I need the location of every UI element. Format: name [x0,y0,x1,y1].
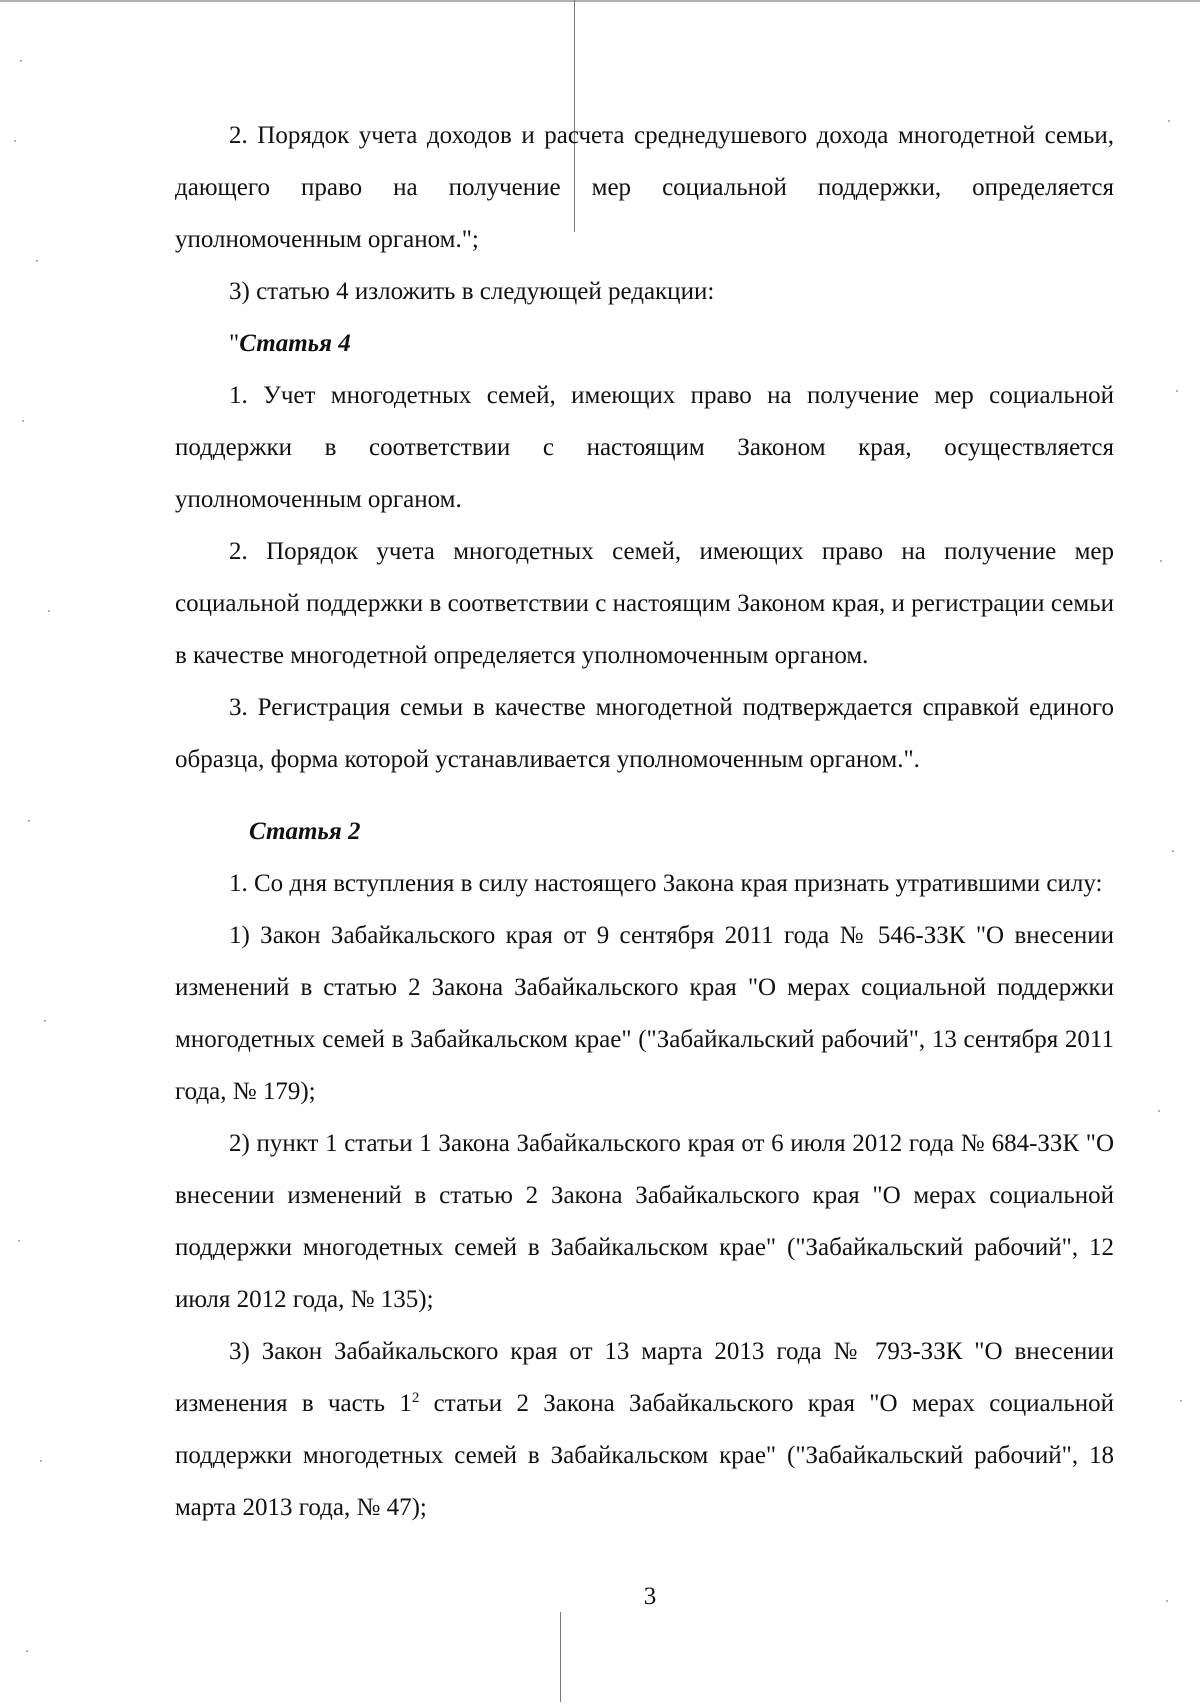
scan-fold-line-bottom [560,1612,561,1702]
page-top-edge [0,0,1200,2]
article2-heading: Статья 2 [249,818,361,845]
paragraph-article4-point2: 2. Порядок учета многодетных семей, имеющих право на получение мер социальной поддержки в соответствии с настоящим Законом края, и регистрации семьи в качестве многодетной определяется уполномоченным органом. [175,538,1114,669]
opening-quote: " [229,330,240,357]
paragraph-repealed-law-1: 1) Закон Забайкальского края от 9 сентября 2011 года № 546-ЗЗК "О внесении изменений в статью 2 Закона Забайкальского края "О мерах социальной поддержки многодетных семей в Забайкальском крае" ("Забайкальский рабочий", 13 сентября 2011 года, № 179); [175,922,1114,1105]
article4-heading-line [175,318,1114,370]
repealed-law-3-text-a: 3) Закон Забайкальского края от 13 марта 2013 года № 793-ЗЗК "О внесении изменения в часть 1 [175,1338,1114,1417]
page-number: 3 [643,1583,657,1610]
paragraph-repealed-law-2: 2) пункт 1 статьи 1 Закона Забайкальского края от 6 июля 2012 года № 684-ЗЗК "О внесении изменений в статью 2 Закона Забайкальского края "О мерах социальной поддержки многодетных семей в Забайкальском крае" ("Забайкальский рабочий", 12 июля 2012 года, № 135); [175,1130,1114,1313]
paragraph-repealed-law-3 [175,1326,1114,1534]
superscript: 2 [411,1390,420,1406]
paragraph-income-procedure: 2. Порядок учета доходов и расчета среднедушевого дохода многодетной семьи, дающего право на получение мер социальной поддержки, определяется уполномоченным органом."; [175,122,1114,253]
paragraph-article2-point1: 1. Со дня вступления в силу настоящего Закона края признать утратившими силу: [229,870,1103,897]
document-body [175,110,1114,1534]
article4-heading: Статья 4 [239,330,351,357]
paragraph-article4-intro: 3) статью 4 изложить в следующей редакции: [229,278,715,305]
repealed-law-3-text-b: статьи 2 Закона Забайкальского края "О мерах социальной поддержки многодетных семей в Забайкальском крае" ("Забайкальский рабочий", 18 марта 2013 года, № 47); [175,1390,1114,1521]
paragraph-article4-point3: 3. Регистрация семьи в качестве многодетной подтверждается справкой единого образца, форма которой устанавливается уполномоченным органом.". [175,694,1114,773]
paragraph-article4-point1: 1. Учет многодетных семей, имеющих право на получение мер социальной поддержки в соответствии с настоящим Законом края, осуществляется уполномоченным органом. [175,382,1114,513]
